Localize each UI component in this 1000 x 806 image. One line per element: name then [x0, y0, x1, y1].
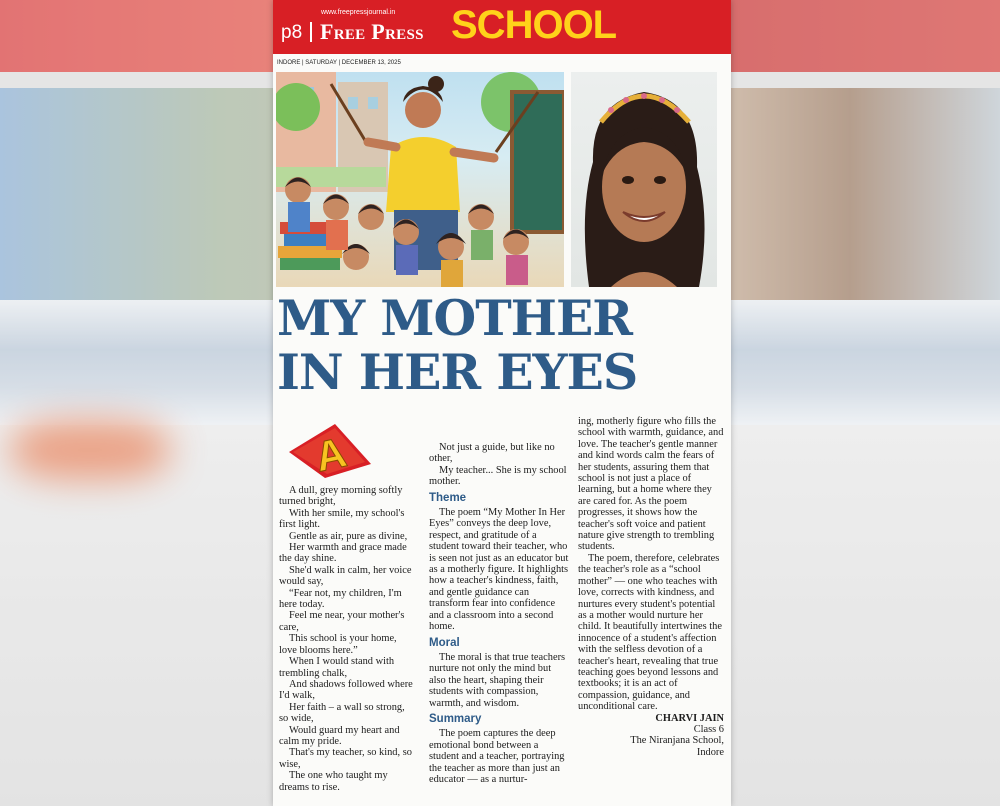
poem-line-3: Gentle as air, pure as divine, [289, 530, 408, 542]
byline-city: Indore [696, 746, 724, 758]
brand-name: Free Press [320, 19, 424, 44]
summary-heading: Summary [429, 712, 482, 725]
byline-class: Class 6 [693, 723, 724, 735]
poem-line-4: Her warmth and grace made the day shine. [279, 542, 407, 565]
poem-line-9: When I would stand with trembling chalk, [279, 656, 395, 679]
drop-letter: A [310, 428, 351, 478]
poem-line-7: Feel me near, your mother's care, [279, 610, 405, 633]
dateline: INDORE | SATURDAY | DECEMBER 13, 2025 [277, 60, 401, 66]
masthead [273, 0, 731, 54]
poem-line-12: Would guard my heart and calm my pride. [279, 724, 400, 747]
headline-line-1: MY MOTHER [277, 289, 633, 347]
newspaper-page [273, 0, 731, 806]
poem-line-2: With her smile, my school's first light. [279, 507, 405, 531]
author-portrait [571, 72, 717, 287]
drop-letter-graphic [285, 422, 371, 478]
masthead-url: www.freepressjournal.in [321, 9, 396, 16]
poem-line-10: And shadows followed where I'd walk, [279, 678, 413, 702]
poem-line-13: That's my teacher, so kind, so wise, [279, 747, 412, 770]
headline [277, 289, 729, 401]
poem-line-14: The one who taught my dreams to rise. [279, 770, 388, 793]
poem-line-8: This school is your home, love blooms here.” [279, 633, 397, 656]
theme-text: The poem “My Mother In Her Eyes” conveys the deep love, respect, and gratitude of a student toward their teacher, who is seen not just as an educator but as a motherly figure. It highlights how a teacher's kindness, faith, and gentle guidance can transform fear into confidence and a classroom into a second home. [429, 507, 569, 633]
poem-line-6: “Fear not, my children, I'm here today. [279, 587, 402, 611]
summary-text-continued: ing, motherly figure who fills the school with warmth, guidance, and love. The teacher's gentle manner and kind words calm the fears of her students, assuring them that school is not just a place of learning, but a home where they are cared for. As the poem progresses, it shows how the teacher's soft voice and patient nature give strength to trembling students. [578, 416, 724, 553]
summary-text-start: The poem captures the deep emotional bond between a student and a teacher, portraying the teacher as more than just an educator — as a nurtur- [429, 728, 565, 785]
summary-text-2: The poem, therefore, celebrates the teacher's role as a “school mother” — one who teaches with love, corrects with kindness, and nurtures every student's potential as a mother would nurture her child. It beautifully intertwines the innocence of a student's affection with the selfless devotion of a teacher's heart, revealing that true teaching goes beyond lessons and textbooks; it is an act of compassion, guidance, and unconditional care. [578, 552, 722, 713]
poem-line-11: Her faith – a wall so strong, so wide, [279, 701, 405, 725]
teacher-classroom-illustration [276, 72, 564, 287]
poem-line-16: My teacher... She is my school mother. [429, 464, 567, 488]
byline-name: CHARVI JAIN [655, 712, 724, 724]
column-1 [279, 485, 415, 793]
headline-line-2: IN HER EYES [277, 343, 638, 401]
section-title: SCHOOL [451, 3, 617, 47]
masthead-divider [310, 22, 312, 42]
column-3 [578, 416, 724, 758]
byline-school: The Niranjana School, [630, 735, 724, 747]
column-2 [429, 442, 569, 785]
theme-heading: Theme [429, 491, 467, 504]
poem-line-5: She'd walk in calm, her voice would say, [279, 564, 412, 588]
poem-line-1: A dull, grey morning softly turned bright, [279, 485, 403, 508]
page-number: p8 [281, 22, 303, 43]
byline [578, 713, 724, 759]
poem-line-15: Not just a guide, but like no other, [429, 442, 555, 465]
moral-heading: Moral [429, 636, 460, 649]
moral-text: The moral is that true teachers nurture not only the mind but also the heart, shaping their students with compassion, warmth, and wisdom. [429, 651, 566, 709]
